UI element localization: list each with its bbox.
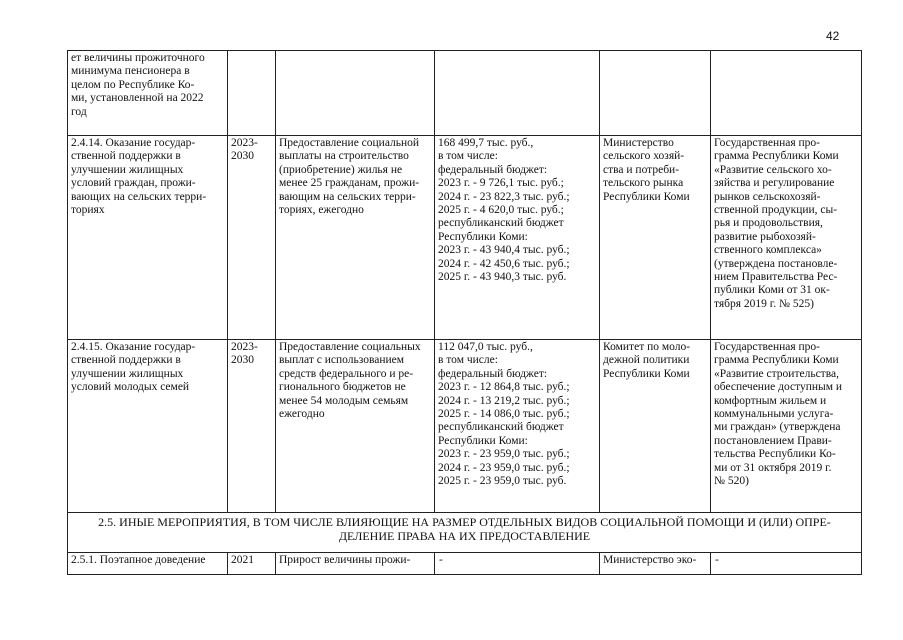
funding-cell <box>435 51 600 136</box>
executor-cell: Комитет по моло- дежной политики Республики Коми <box>600 340 711 513</box>
measures-table <box>67 50 862 575</box>
program-cell: Государственная про- грамма Республики Коми «Развитие сельского хо- зяйства и регулирование рынков сельскохозяй- ственной продукции, сы- рья и продовольствия, развитие рыбохозяй- ственного комплекса» (утверждена постановле- нием Правительства Рес- публики Коми от 31 ок- тября 2019 г. № 525) <box>711 136 862 340</box>
program-cell: Государственная про- грамма Республики Коми «Развитие строительства, обеспечение доступным и комфортным жильем и коммунальными услуга- ми граждан» (утверждена постановлением Прави- тельства Республики Ко- ми от 31 октября 2019 г. № 520) <box>711 340 862 513</box>
funding-cell: - <box>435 553 600 575</box>
result-cell: Предоставление социальных выплат с использованием средств федерального и ре- гионального бюджетов не менее 54 молодым семьям ежегодно <box>276 340 435 513</box>
section-heading-row <box>68 513 862 553</box>
section-heading: 2.5. ИНЫЕ МЕРОПРИЯТИЯ, В ТОМ ЧИСЛЕ ВЛИЯЮЩИЕ НА РАЗМЕР ОТДЕЛЬНЫХ ВИДОВ СОЦИАЛЬНОЙ ПОМОЩИ И (ИЛИ) ОПРЕ- ДЕЛЕНИЕ ПРАВА НА ИХ ПРЕДОСТАВЛЕНИЕ <box>68 513 862 553</box>
result-cell: Предоставление социальной выплаты на строительство (приобретение) жилья не менее 25 гражданам, прожи- вающим на сельских терри- ториях, ежегодно <box>276 136 435 340</box>
executor-cell <box>600 51 711 136</box>
executor-cell: Министерство эко- <box>600 553 711 575</box>
period-cell <box>228 51 276 136</box>
program-cell <box>711 51 862 136</box>
program-cell: - <box>711 553 862 575</box>
page-number: 42 <box>826 29 840 43</box>
funding-cell: 112 047,0 тыс. руб., в том числе: федеральный бюджет: 2023 г. - 12 864,8 тыс. руб.; 2024 г. - 13 219,2 тыс. руб.; 2025 г. - 14 086,0 тыс. руб.; республиканский бюджет Республики Коми: 2023 г. - 23 959,0 тыс. руб.; 2024 г. - 23 959,0 тыс. руб.; 2025 г. - 23 959,0 тыс. руб. <box>435 340 600 513</box>
executor-cell: Министерство сельского хозяй- ства и потреби- тельского рынка Республики Коми <box>600 136 711 340</box>
table-row <box>68 136 862 340</box>
funding-cell: 168 499,7 тыс. руб., в том числе: федеральный бюджет: 2023 г. - 9 726,1 тыс. руб.; 2024 г. - 23 822,3 тыс. руб.; 2025 г. - 4 620,0 тыс. руб.; республиканский бюджет Республики Коми: 2023 г. - 43 940,4 тыс. руб.; 2024 г. - 42 450,6 тыс. руб.; 2025 г. - 43 940,3 тыс. руб. <box>435 136 600 340</box>
table-row <box>68 340 862 513</box>
period-cell: 2021 <box>228 553 276 575</box>
period-cell: 2023- 2030 <box>228 136 276 340</box>
measure-cell: ет величины прожиточного минимума пенсионера в целом по Республике Ко- ми, установленной на 2022 год <box>68 51 228 136</box>
measure-cell: 2.5.1. Поэтапное доведение <box>68 553 228 575</box>
measure-cell: 2.4.14. Оказание государ- ственной поддержки в улучшении жилищных условий граждан, прожи- вающих на сельских терри- ториях <box>68 136 228 340</box>
measure-cell: 2.4.15. Оказание государ- ственной поддержки в улучшении жилищных условий молодых семей <box>68 340 228 513</box>
period-cell: 2023- 2030 <box>228 340 276 513</box>
result-cell <box>276 51 435 136</box>
table-row <box>68 553 862 575</box>
result-cell: Прирост величины прожи- <box>276 553 435 575</box>
table-row <box>68 51 862 136</box>
